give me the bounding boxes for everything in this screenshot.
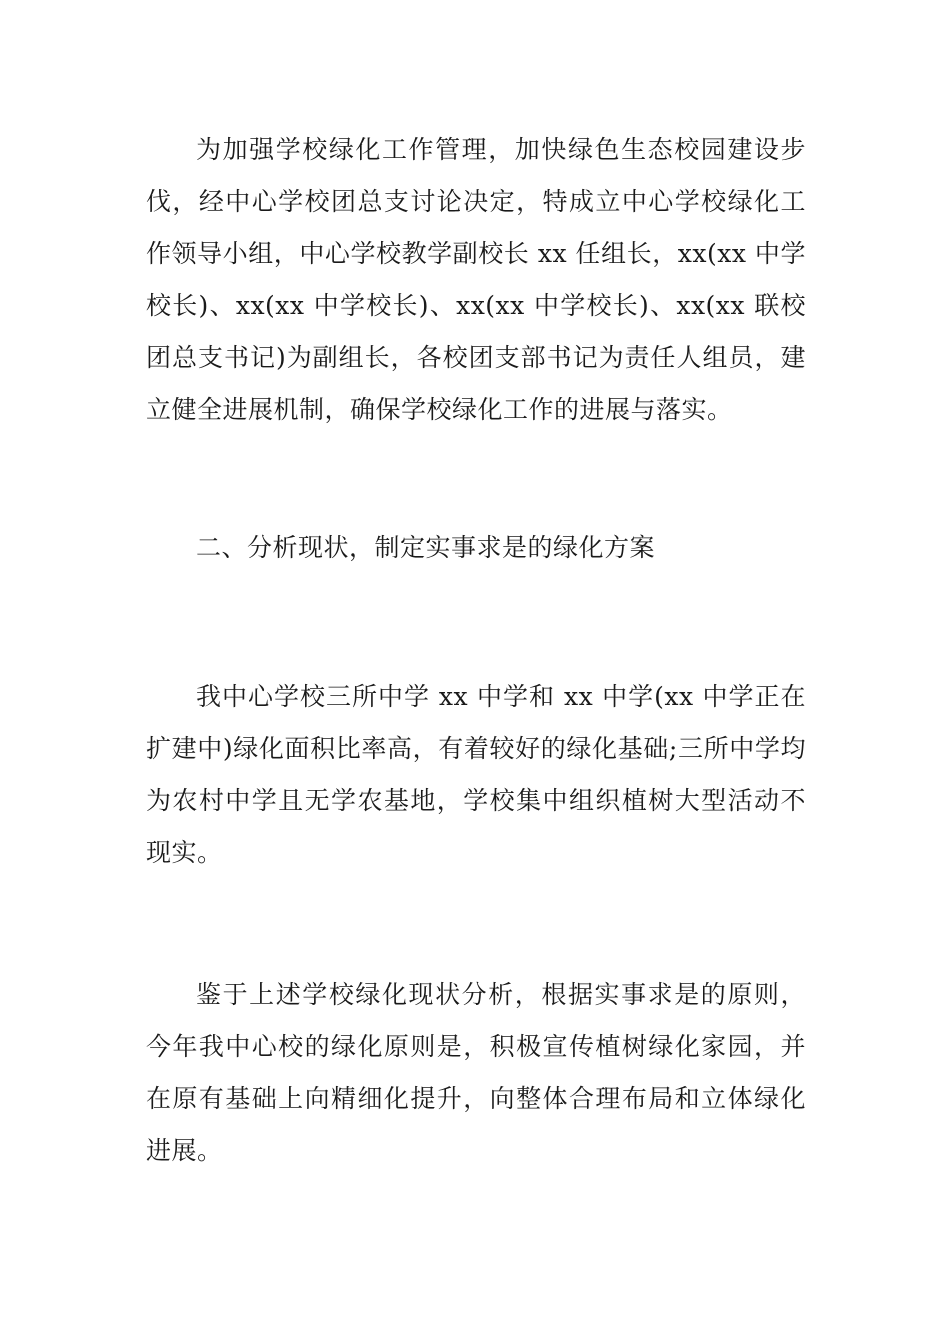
paragraph-greening-principle: 鉴于上述学校绿化现状分析，根据实事求是的原则，今年我中心校的绿化原则是，积极宣传植树绿化家园，并在原有基础上向精细化提升，向整体合理布局和立体绿化进展。 (146, 980, 806, 1165)
paragraph-leadership-group: 为加强学校绿化工作管理，加快绿色生态校园建设步伐，经中心学校团总支讨论决定，特成立中心学校绿化工作领导小组，中心学校教学副校长 xx 任组长，xx(xx 中学校长)、xx(xx 中学校长)、xx(xx 中学校长)、xx(xx 联校团总支书记)为副组长，各校团支部书记为责任人组员，建立健全进展机制，确保学校绿化工作的进展与落实。 (146, 135, 806, 424)
paragraph-current-status: 我中心学校三所中学 xx 中学和 xx 中学(xx 中学正在扩建中)绿化面积比率高，有着较好的绿化基础;三所中学均为农村中学且无学农基地，学校集中组织植树大型活动不现实。 (146, 682, 806, 867)
section-heading: 二、分析现状，制定实事求是的绿化方案 (196, 533, 656, 562)
